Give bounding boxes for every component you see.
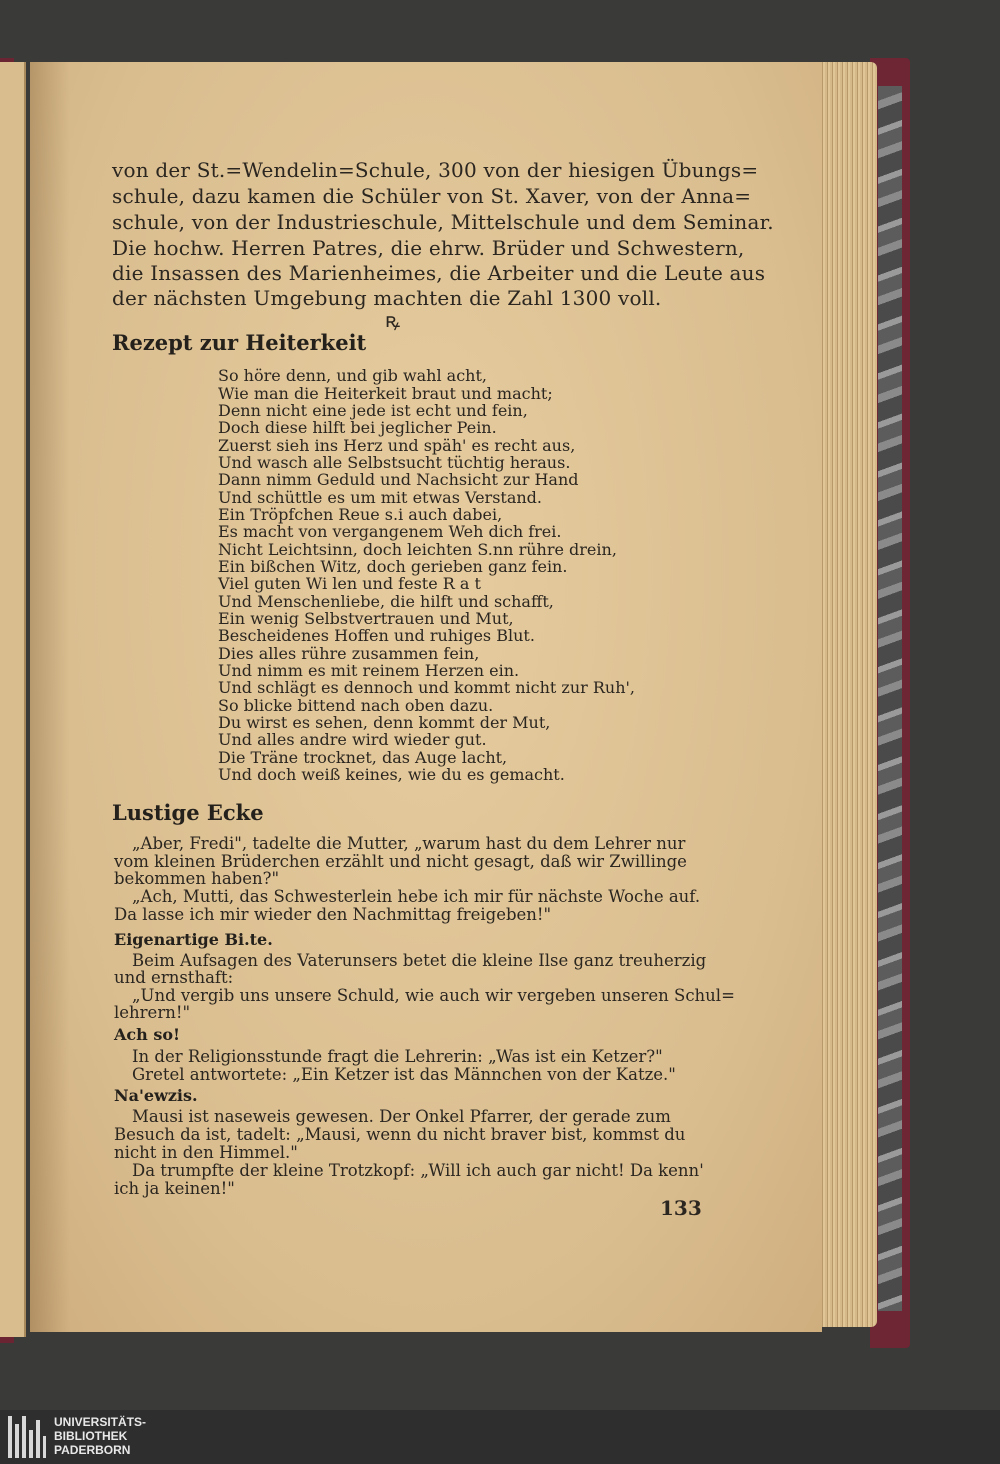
library-logo-text — [54, 1415, 146, 1457]
joke-line: vom kleinen Brüderchen erzählt und nicht gesagt, daß wir Zwillinge — [114, 852, 687, 871]
poem-line: Und schlägt es dennoch und kommt nicht zur Ruh', — [218, 678, 636, 697]
poem-line: Ein Tröpfchen Reue s.i auch dabei, — [218, 505, 503, 524]
poem-line: So höre denn, und gib wahl acht, — [218, 366, 487, 385]
gutter-shadow — [30, 62, 70, 1332]
joke-line: „Ach, Mutti, das Schwesterlein hebe ich mir für nächste Woche auf. — [132, 887, 701, 906]
joke-line: bekommen haben?" — [114, 869, 280, 888]
poem-line: Dann nimm Geduld und Nachsicht zur Hand — [218, 470, 579, 489]
joke-line: In der Religionsstunde fragt die Lehrerin: „Was ist ein Ketzer?" — [132, 1047, 663, 1066]
intro-line: Die hochw. Herren Patres, die ehrw. Brüder und Schwestern, — [112, 236, 745, 260]
page-number: 133 — [660, 1196, 702, 1220]
subheading-ach-so: Ach so! — [114, 1025, 181, 1044]
section-title-recipe: Rezept zur Heiterkeit — [112, 330, 367, 355]
poem-line: Nicht Leichtsinn, doch leichten S.nn rühre drein, — [218, 540, 617, 559]
subheading-naseweis: Na'ewzis. — [114, 1086, 198, 1105]
poem-line: Du wirst es sehen, denn kommt der Mut, — [218, 713, 551, 732]
ornament-glyph: ꝶ — [385, 308, 401, 332]
poem-line: Die Träne trocknet, das Auge lacht, — [218, 748, 508, 767]
joke-line: lehrern!" — [114, 1003, 191, 1022]
intro-line: schule, dazu kamen die Schüler von St. Xaver, von der Anna= — [112, 184, 752, 208]
intro-line: der nächsten Umgebung machten die Zahl 1300 voll. — [112, 286, 662, 310]
poem-line: Ein bißchen Witz, doch gerieben ganz fein. — [218, 557, 568, 576]
page-stack-edges — [815, 62, 877, 1327]
section-title-funny-corner: Lustige Ecke — [112, 800, 264, 825]
joke-line: „Aber, Fredi", tadelte die Mutter, „warum hast du dem Lehrer nur — [132, 834, 686, 853]
intro-line: von der St.=Wendelin=Schule, 300 von der hiesigen Übungs= — [112, 158, 759, 182]
poem-line: Wie man die Heiterkeit braut und macht; — [218, 384, 553, 403]
poem-line: Denn nicht eine jede ist echt und fein, — [218, 401, 528, 420]
joke-line: „Und vergib uns unsere Schuld, wie auch wir vergeben unseren Schul= — [132, 986, 735, 1005]
poem-line: Und wasch alle Selbstsucht tüchtig heraus. — [218, 453, 571, 472]
logo-line: UNIVERSITÄTS- — [54, 1415, 147, 1429]
joke-line: Gretel antwortete: „Ein Ketzer ist das Männchen von der Katze." — [132, 1065, 676, 1084]
poem-line: Zuerst sieh ins Herz und späh' es recht aus, — [218, 436, 576, 455]
intro-line: die Insassen des Marienheimes, die Arbeiter und die Leute aus — [112, 261, 766, 285]
joke-line: Da lasse ich mir wieder den Nachmittag freigeben!" — [114, 905, 552, 924]
subheading-strange-request: Eigenartige Bi.te. — [114, 930, 273, 949]
joke-line: Beim Aufsagen des Vaterunsers betet die kleine Ilse ganz treuherzig — [132, 951, 707, 970]
poem-line: Bescheidenes Hoffen und ruhiges Blut. — [218, 626, 535, 645]
joke-line: und ernsthaft: — [114, 968, 234, 987]
logo-line: PADERBORN — [54, 1443, 131, 1457]
joke-line: ich ja keinen!" — [114, 1179, 235, 1198]
poem-line: Und doch weiß keines, wie du es gemacht. — [218, 765, 565, 784]
intro-line: schule, von der Industrieschule, Mittelschule und dem Seminar. — [112, 210, 774, 234]
joke-line: Da trumpfte der kleine Trotzkopf: „Will ich auch gar nicht! Da kenn' — [132, 1161, 704, 1180]
poem-line: Es macht von vergangenem Weh dich frei. — [218, 522, 562, 541]
poem-line: Und Menschenliebe, die hilft und schafft, — [218, 592, 554, 611]
poem-line: Dies alles rühre zusammen fein, — [218, 644, 480, 663]
library-logo-icon — [8, 1416, 46, 1458]
poem-line: So blicke bittend nach oben dazu. — [218, 696, 494, 715]
poem-line: Viel guten Wi len und feste R a t — [218, 574, 481, 593]
poem-line: Ein wenig Selbstvertrauen und Mut, — [218, 609, 514, 628]
logo-line: BIBLIOTHEK — [54, 1429, 128, 1443]
marbled-cover-edge — [878, 86, 902, 1311]
joke-line: nicht in den Himmel." — [114, 1143, 298, 1162]
footer-bar — [0, 1410, 1000, 1464]
joke-line: Mausi ist naseweis gewesen. Der Onkel Pfarrer, der gerade zum — [132, 1107, 671, 1126]
poem-line: Und nimm es mit reinem Herzen ein. — [218, 661, 520, 680]
poem-line: Und alles andre wird wieder gut. — [218, 730, 487, 749]
joke-line: Besuch da ist, tadelt: „Mausi, wenn du nicht braver bist, kommst du — [114, 1125, 686, 1144]
poem-line: Und schüttle es um mit etwas Verstand. — [218, 488, 543, 507]
left-page-edge — [0, 62, 26, 1337]
poem-line: Doch diese hilft bei jeglicher Pein. — [218, 418, 497, 437]
